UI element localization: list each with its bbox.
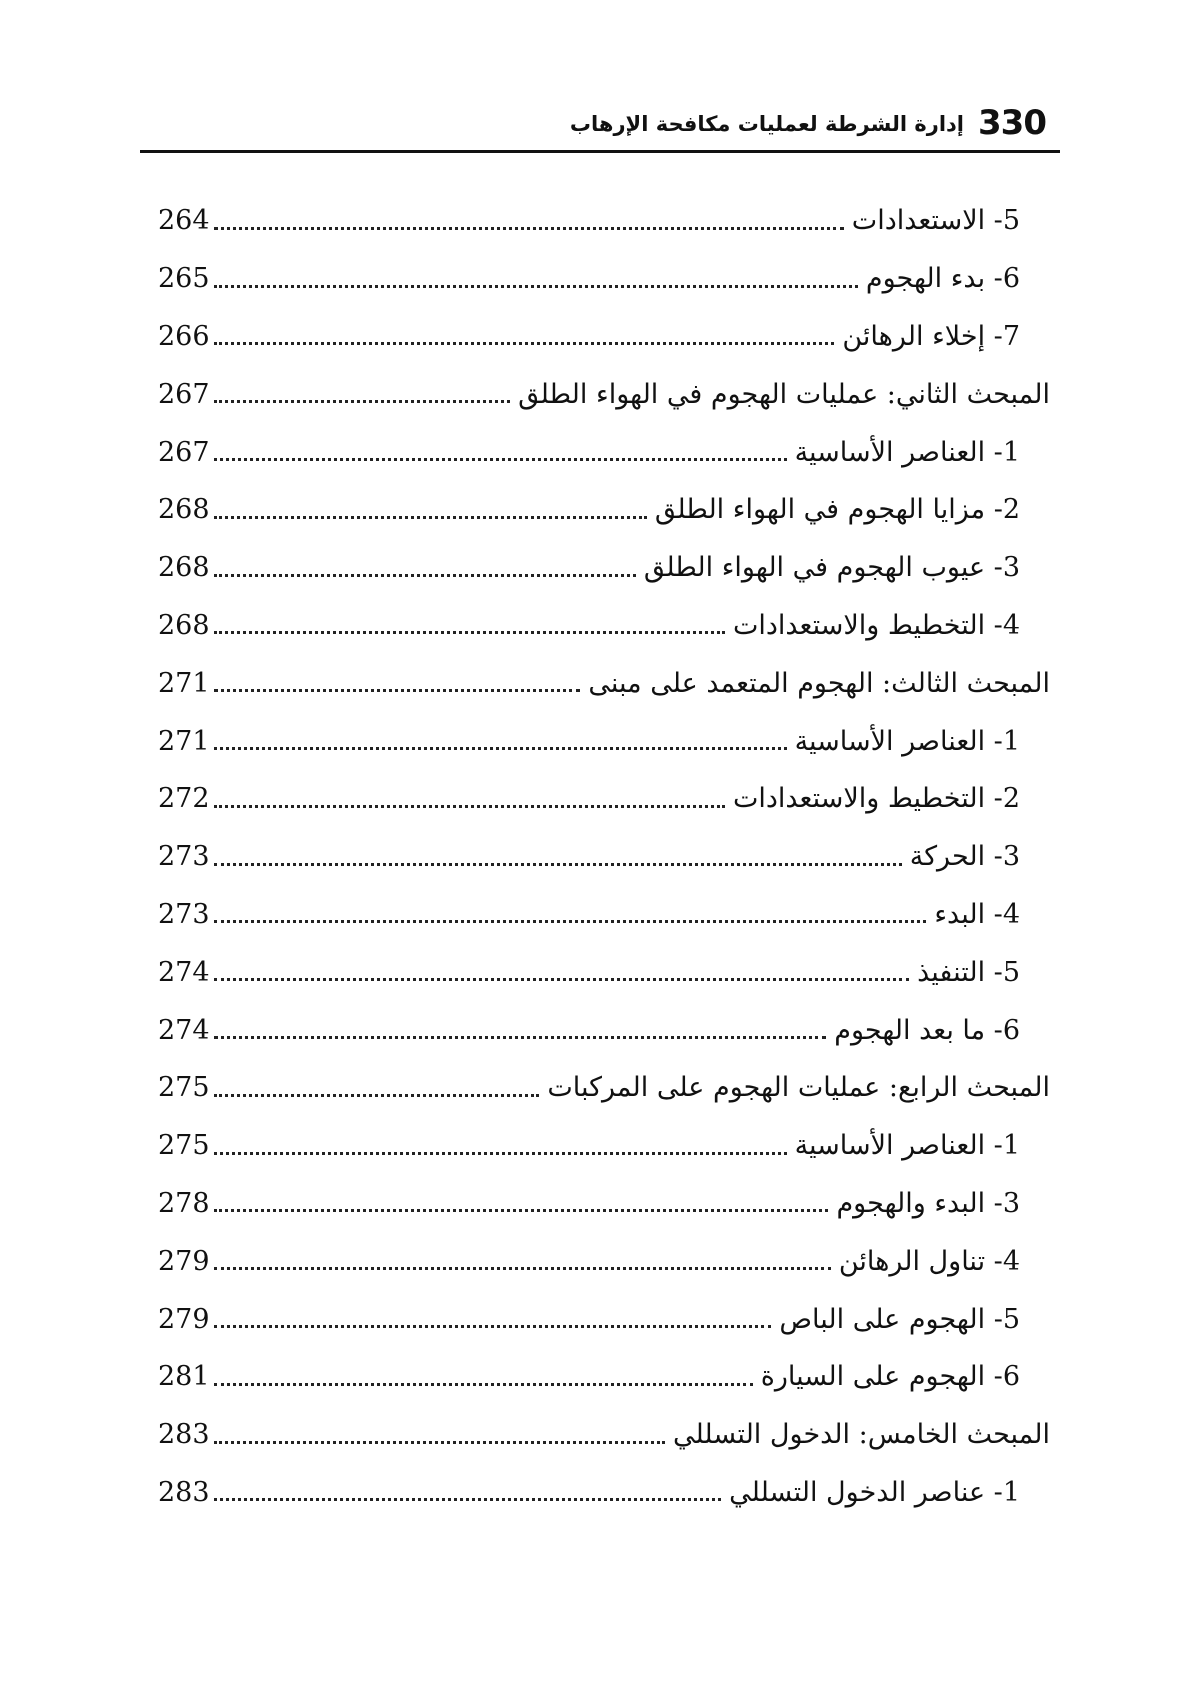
toc-entry [158,1464,1050,1522]
toc-entry-label: 1- عناصر الدخول التسللي [729,1476,1020,1508]
toc-entry-label: 2- التخطيط والاستعدادات [732,783,1020,815]
toc-entry [158,192,1050,250]
dot-leader [214,1209,829,1212]
toc-entry-label: 4- البدء [934,898,1020,930]
toc-entry [158,712,1050,770]
toc-page-number: 271 [158,725,210,757]
dot-leader [214,1036,827,1039]
dot-leader [214,1498,722,1501]
toc-section-entry [158,1406,1050,1464]
dot-leader [214,516,647,519]
toc-entry [158,1175,1050,1233]
toc-entry-label: 7- إخلاء الرهائن [842,320,1020,352]
toc-page-number: 272 [158,783,210,815]
toc-entry [158,1348,1050,1406]
toc-entry [158,539,1050,597]
dot-leader [214,1267,831,1270]
toc-entry-label: 6- ما بعد الهجوم [834,1014,1020,1046]
toc-entry [158,1001,1050,1059]
toc-page-number: 271 [158,667,210,699]
toc-entry [158,1290,1050,1348]
running-title: إدارة الشرطة لعمليات مكافحة الإرهاب [569,112,964,136]
toc-page-number: 274 [158,956,210,988]
toc-entry [158,1232,1050,1290]
toc-page-number: 279 [158,1303,210,1335]
dot-leader [214,1383,753,1386]
dot-leader [214,342,835,345]
toc-entry-label: المبحث الخامس: الدخول التسللي [672,1419,1050,1451]
page-number: 330 [978,103,1046,143]
dot-leader [214,920,927,923]
toc-page-number: 275 [158,1072,210,1104]
toc-entry [158,770,1050,828]
dot-leader [214,1152,787,1155]
toc-page-number: 267 [158,378,210,410]
toc-entry-label: المبحث الثاني: عمليات الهجوم في الهواء الطلق [518,378,1050,410]
toc-entry-label: 3- الحركة [909,841,1020,873]
toc-entry-label: المبحث الرابع: عمليات الهجوم على المركبات [547,1072,1050,1104]
toc-page-number: 273 [158,841,210,873]
toc-entry-label: 5- الاستعدادات [851,205,1020,237]
dot-leader [214,574,636,577]
toc-entry-label: 1- العناصر الأساسية [794,1130,1020,1162]
dot-leader [214,978,910,981]
toc-entry-label: 6- الهجوم على السيارة [760,1361,1020,1393]
toc-page-number: 281 [158,1361,210,1393]
toc-page-number: 273 [158,898,210,930]
toc-entry [158,308,1050,366]
dot-leader [214,1325,772,1328]
toc-section-entry [158,654,1050,712]
dot-leader [214,863,902,866]
toc-page-number: 275 [158,1130,210,1162]
toc-page-number: 279 [158,1245,210,1277]
dot-leader [214,227,844,230]
dot-leader [214,1441,665,1444]
toc-entry-label: 4- تناول الرهائن [838,1245,1020,1277]
toc-entry-label: 5- التنفيذ [917,956,1020,988]
toc-page-number: 264 [158,205,210,237]
dot-leader [214,458,787,461]
toc-page-number: 278 [158,1187,210,1219]
toc-entry-label: 3- عيوب الهجوم في الهواء الطلق [643,552,1020,584]
toc-entry [158,481,1050,539]
toc-page-number: 283 [158,1476,210,1508]
toc-entry-label: 6- بدء الهجوم [865,263,1020,295]
toc-entry-label: 5- الهجوم على الباص [779,1303,1020,1335]
page-header [140,100,1060,153]
toc-entry-label: 4- التخطيط والاستعدادات [732,609,1020,641]
toc-entry-label: 1- العناصر الأساسية [794,436,1020,468]
toc-entry-label: المبحث الثالث: الهجوم المتعمد على مبنى [588,667,1050,699]
toc-page-number: 265 [158,263,210,295]
toc-entry-label: 2- مزايا الهجوم في الهواء الطلق [654,494,1020,526]
dot-leader [214,805,725,808]
toc-entry [158,250,1050,308]
toc-entry [158,423,1050,481]
toc-page-number: 283 [158,1419,210,1451]
toc-section-entry [158,1059,1050,1117]
toc-page-number: 268 [158,552,210,584]
dot-leader [214,689,581,692]
toc-page-number: 274 [158,1014,210,1046]
dot-leader [214,400,511,403]
toc-entry [158,828,1050,886]
dot-leader [214,1094,540,1097]
toc-entry-label: 3- البدء والهجوم [836,1187,1020,1219]
dot-leader [214,285,858,288]
toc-entry-label: 1- العناصر الأساسية [794,725,1020,757]
toc-entry [158,943,1050,1001]
toc-entry [158,1117,1050,1175]
toc-page-number: 267 [158,436,210,468]
toc-page-number: 268 [158,494,210,526]
toc-page-number: 268 [158,609,210,641]
dot-leader [214,631,725,634]
table-of-contents [158,192,1050,1521]
dot-leader [214,747,787,750]
toc-entry [158,886,1050,944]
toc-entry [158,597,1050,655]
toc-section-entry [158,365,1050,423]
toc-page-number: 266 [158,320,210,352]
